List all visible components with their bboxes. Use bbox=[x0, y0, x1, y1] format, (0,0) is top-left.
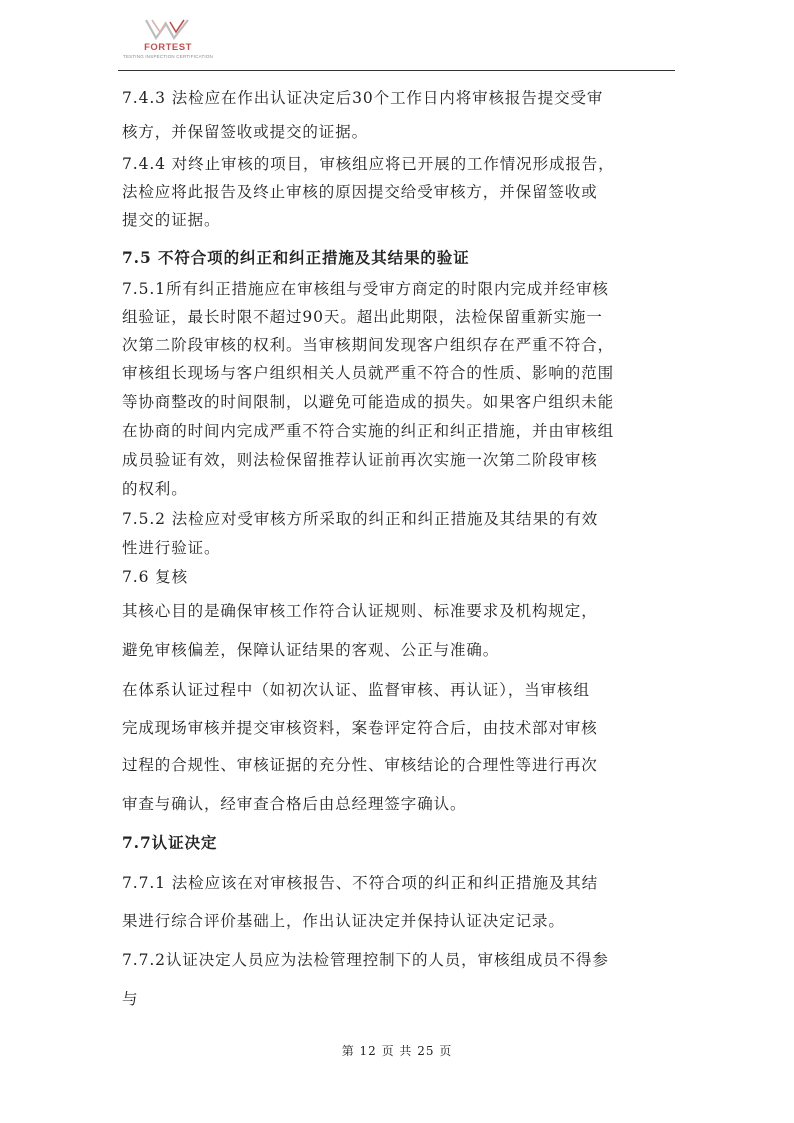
text-line: 审核组长现场与客户组织相关人员就严重不符合的性质、影响的范围 bbox=[122, 364, 615, 382]
text-line: 性进行验证。 bbox=[122, 539, 221, 557]
text-line: 在体系认证过程中（如初次认证、监督审核、再认证），当审核组 bbox=[122, 681, 590, 699]
section-heading-7-6: 7.6 复核 bbox=[122, 568, 188, 586]
text-line: 成员验证有效，则法检保留推荐认证前再次实施一次第二阶段审核 bbox=[122, 451, 598, 469]
text-line: 法检应将此报告及终止审核的原因提交给受审核方，并保留签收或 bbox=[122, 183, 598, 201]
text-line: 7.4.3 法检应在作出认证决定后30个工作日内将审核报告提交受审 bbox=[122, 89, 604, 107]
text-line: 过程的合规性、审核证据的充分性、审核结论的合理性等进行再次 bbox=[122, 756, 598, 774]
page-header bbox=[118, 18, 678, 74]
text-line: 果进行综合评价基础上，作出认证决定并保持认证决定记录。 bbox=[122, 912, 565, 930]
text-line: 避免审核偏差，保障认证结果的客观、公正与准确。 bbox=[122, 641, 500, 659]
text-line: 完成现场审核并提交审核资料，案卷评定符合后，由技术部对审核 bbox=[122, 719, 598, 737]
text-line: 7.7.1 法检应该在对审核报告、不符合项的纠正和纠正措施及其结 bbox=[122, 874, 599, 892]
text-line: 次第二阶段审核的权利。当审核期间发现客户组织存在严重不符合， bbox=[122, 336, 615, 354]
text-line: 组验证，最长时限不超过90天。超出此期限，法检保留重新实施一 bbox=[122, 308, 603, 326]
text-line: 核方，并保留签收或提交的证据。 bbox=[122, 123, 369, 141]
text-line: 7.7.2认证决定人员应为法检管理控制下的人员，审核组成员不得参 bbox=[122, 951, 609, 969]
section-heading-7-5: 7.5 不符合项的纠正和纠正措施及其结果的验证 bbox=[122, 248, 470, 267]
text-line: 提交的证据。 bbox=[122, 211, 221, 229]
logo-mark-icon bbox=[144, 18, 192, 40]
text-line: 7.5.2 法检应对受审核方所采取的纠正和纠正措施及其结果的有效 bbox=[122, 510, 599, 528]
section-heading-7-7: 7.7认证决定 bbox=[122, 833, 218, 852]
text-line: 在协商的时间内完成严重不符合实施的纠正和纠正措施，并由审核组 bbox=[122, 422, 615, 440]
header-divider bbox=[118, 70, 675, 71]
text-line: 等协商整改的时间限制，以避免可能造成的损失。如果客户组织未能 bbox=[122, 393, 615, 411]
text-line: 审查与确认，经审查合格后由总经理签字确认。 bbox=[122, 795, 467, 813]
logo-brand: FORTEST bbox=[144, 42, 192, 53]
text-line: 7.4.4 对终止审核的项目，审核组应将已开展的工作情况形成报告， bbox=[122, 155, 615, 173]
company-logo bbox=[118, 18, 218, 62]
text-line: 的权利。 bbox=[122, 480, 188, 498]
text-line: 其核心目的是确保审核工作符合认证规则、标准要求及机构规定， bbox=[122, 602, 598, 620]
page-number: 第 12 页 共 25 页 bbox=[341, 1044, 453, 1058]
text-line: 与 bbox=[122, 990, 139, 1008]
logo-tagline: TESTING INSPECTION CERTIFICATION bbox=[123, 54, 213, 59]
text-line: 7.5.1所有纠正措施应在审核组与受审方商定的时限内完成并经审核 bbox=[122, 280, 609, 298]
